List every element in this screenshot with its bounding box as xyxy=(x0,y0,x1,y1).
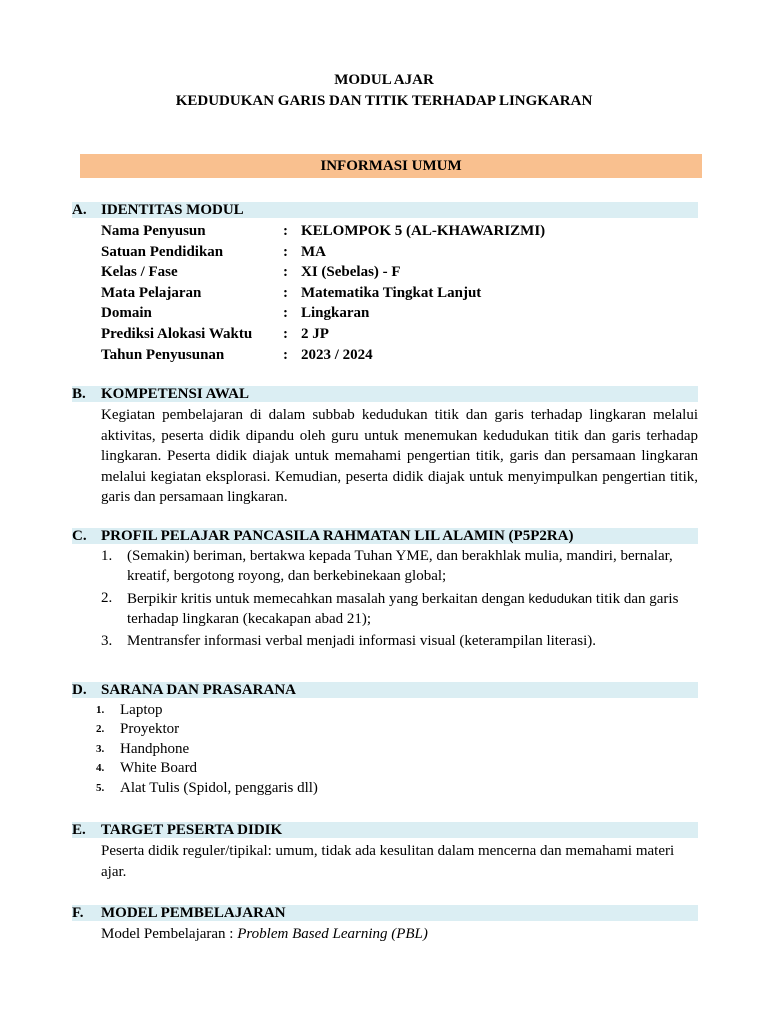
list-number: 1. xyxy=(96,704,105,716)
title-line-2: KEDUDUKAN GARIS DAN TITIK TERHADAP LINGKARAN xyxy=(175,93,593,109)
list-text: White Board xyxy=(120,760,198,777)
identity-value: 2 JP xyxy=(301,325,329,342)
identity-value: Lingkaran xyxy=(301,305,370,322)
section-target-peserta xyxy=(72,822,698,882)
section-heading xyxy=(72,905,698,921)
section-letter: A. xyxy=(72,202,87,218)
target-peserta-text: Peserta didik reguler/tipikal: umum, tidak ada kesulitan dalam mencerna dan memahami materi ajar. xyxy=(101,843,675,880)
identity-label: Nama Penyusun xyxy=(101,223,206,239)
list-text: Handphone xyxy=(120,740,190,757)
identity-row xyxy=(101,345,698,366)
identity-row xyxy=(101,221,698,242)
list-text: Alat Tulis (Spidol, penggaris dll) xyxy=(120,779,318,796)
list-item xyxy=(96,720,698,739)
identity-value: KELOMPOK 5 (AL-KHAWARIZMI) xyxy=(301,223,546,239)
model-value: Problem Based Learning (PBL) xyxy=(237,926,428,942)
identity-label: Tahun Penyusunan xyxy=(101,346,225,363)
section-title: SARANA DAN PRASARANA xyxy=(101,682,297,698)
section-model-pembelajaran xyxy=(72,905,698,945)
list-number: 2. xyxy=(101,590,113,606)
list-text-part: kedudukan xyxy=(528,591,593,606)
section-letter: F. xyxy=(72,905,84,921)
identity-row xyxy=(101,303,698,324)
list-text-part: Berpikir kritis untuk memecahkan masalah yang berkaitan dengan xyxy=(127,591,529,607)
list-number: 4. xyxy=(96,762,105,775)
list-text-part: titik dan garis terhadap lingkaran (kecakapan abad 21); xyxy=(127,591,679,627)
section-heading xyxy=(72,386,698,402)
section-heading xyxy=(72,822,698,838)
list-text: Mentransfer informasi verbal menjadi informasi visual (keterampilan literasi). xyxy=(127,633,597,649)
document-title xyxy=(0,70,768,112)
model-label: Model Pembelajaran : xyxy=(101,926,238,942)
identity-value: XI (Sebelas) - F xyxy=(301,264,401,281)
section-sarana-prasarana xyxy=(72,682,698,798)
section-identitas-modul xyxy=(72,202,698,365)
identity-value: 2023 / 2024 xyxy=(301,346,373,363)
list-number: 5. xyxy=(96,781,105,794)
section-letter: B. xyxy=(72,386,86,402)
identity-row xyxy=(101,262,698,283)
identity-row xyxy=(101,283,698,304)
list-item xyxy=(96,701,698,720)
section-letter: C. xyxy=(72,528,87,544)
section-title: TARGET PESERTA DIDIK xyxy=(101,822,283,838)
identity-row xyxy=(101,242,698,263)
model-pembelajaran-text xyxy=(101,924,698,945)
list-item xyxy=(101,589,698,629)
list-number: 3. xyxy=(96,742,105,755)
identity-colon: : xyxy=(283,305,288,322)
section-profil-pelajar xyxy=(72,528,698,652)
list-text: (Semakin) beriman, bertakwa kepada Tuhan YME, dan berakhlak mulia, mandiri, bernalar, kreatif, bergotong royong, dan berkebinekaan global; xyxy=(127,548,673,584)
section-title: IDENTITAS MODUL xyxy=(101,202,244,218)
section-title: MODEL PEMBELAJARAN xyxy=(101,905,286,921)
list-text xyxy=(127,589,698,629)
list-item xyxy=(96,759,698,778)
section-letter: D. xyxy=(72,682,87,698)
identity-colon: : xyxy=(283,264,288,281)
list-number: 2. xyxy=(96,723,105,736)
list-item xyxy=(96,779,698,798)
section-title: PROFIL PELAJAR PANCASILA RAHMATAN LIL ALAMIN (P5P2RA) xyxy=(101,528,574,544)
identity-label: Kelas / Fase xyxy=(101,264,178,281)
identity-colon: : xyxy=(283,243,288,260)
section-title: KOMPETENSI AWAL xyxy=(101,386,249,402)
section-letter: E. xyxy=(72,822,86,838)
info-umum-banner: INFORMASI UMUM xyxy=(80,154,702,178)
identity-value: MA xyxy=(301,243,326,260)
identity-table xyxy=(72,221,698,365)
list-item xyxy=(101,632,698,652)
identity-colon: : xyxy=(283,346,288,363)
identity-colon: : xyxy=(283,223,288,239)
identity-label: Prediksi Alokasi Waktu xyxy=(101,325,253,342)
list-number: 3. xyxy=(101,633,113,649)
title-line-1: MODUL AJAR xyxy=(334,72,434,88)
list-text: Proyektor xyxy=(120,721,180,738)
list-item xyxy=(96,740,698,759)
section-heading xyxy=(72,528,698,544)
sarana-list xyxy=(72,701,698,798)
section-heading xyxy=(72,682,698,698)
identity-label: Satuan Pendidikan xyxy=(101,243,224,260)
identity-row xyxy=(101,324,698,345)
section-kompetensi-awal xyxy=(72,386,698,508)
identity-colon: : xyxy=(283,325,288,342)
identity-label: Domain xyxy=(101,305,152,322)
identity-value: Matematika Tingkat Lanjut xyxy=(301,284,482,301)
identity-colon: : xyxy=(283,284,288,301)
kompetensi-awal-text: Kegiatan pembelajaran di dalam subbab kedudukan titik dan garis terhadap lingkaran melalui aktivitas, peserta didik dipandu oleh guru untuk menemukan kedudukan titik dan garis terhadap lingkaran. Peserta didik diajak untuk memahami pengertian titik, garis dan persamaan lingkaran melalui kegiatan eksplorasi. Kemudian, peserta didik diajak untuk menyimpulkan pengertian titik, garis dan persamaan lingkaran. xyxy=(101,407,698,505)
section-heading xyxy=(72,202,698,218)
list-number: 1. xyxy=(101,548,113,564)
list-text: Laptop xyxy=(120,702,163,718)
list-item xyxy=(101,547,698,586)
identity-label: Mata Pelajaran xyxy=(101,284,202,301)
